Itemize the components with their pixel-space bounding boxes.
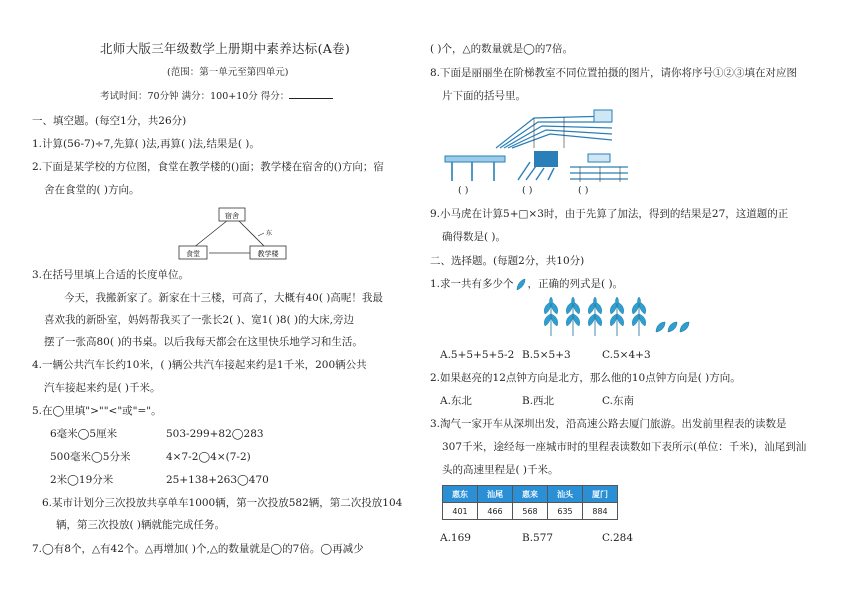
classroom-photo-1 (444, 153, 508, 183)
choice-1-option-b[interactable]: B.5×5+3 (522, 349, 571, 361)
leaf-bundle (588, 297, 602, 336)
question-6-line1: 6.某市计划分三次投放共享单车1000辆，第一次投放582辆，第二次投放104 (42, 497, 403, 509)
question-8-line1: 8.下面是丽丽坐在阶梯教室不同位置拍摄的图片，请你将序号①②③填在对应图 (430, 67, 798, 79)
question-5: 5.在◯里填">""<"或"="。 (32, 405, 162, 417)
compare-item: 4×7-2◯4×(7-2) (166, 451, 251, 463)
question-3-line2: 喜欢我的新卧室，妈妈帮我买了一张长2( )、宽1( )8( )的大床,旁边 (44, 314, 354, 326)
odometer-table (442, 485, 618, 520)
section-fill-blank: 一、填空题。(每空1分，共26分) (32, 115, 187, 127)
table-header-cell: 惠东 (443, 486, 478, 503)
question-9-line1: 9.小马虎在计算5+□×3时，由于先算了加法，得到的结果是27，这道题的正 (430, 208, 789, 220)
leaf-bundle (544, 297, 558, 336)
map-label-east: 东 (266, 230, 273, 237)
single-leaf (668, 322, 677, 332)
compare-item: 500毫米◯5分米 (50, 451, 131, 463)
choice-3-option-c[interactable]: C.284 (602, 532, 634, 544)
choice-1-option-c[interactable]: C.5×4+3 (602, 349, 651, 361)
choice-2-option-b[interactable]: B.西北 (522, 395, 555, 407)
exam-info-text: 考试时间：70分钟 满分：100+10分 得分： (100, 91, 290, 102)
question-3: 3.在括号里填上合适的长度单位。 (32, 269, 190, 281)
page-title: 北师大版三年级数学上册期中素养达标(A卷) (100, 41, 351, 56)
choice-3-option-b[interactable]: B.577 (522, 532, 554, 544)
question-1: 1.计算(56-7)÷7,先算( )法,再算( )法,结果是( )。 (32, 138, 260, 150)
choice-1-option-a[interactable]: A.5+5+5+5-2 (440, 349, 515, 361)
choice-1-end: ，正确的列式是( )。 (527, 278, 624, 290)
map-label-teaching: 教学楼 (257, 250, 279, 258)
exam-scope: (范围：第一单元至第四单元) (167, 67, 289, 78)
question-6-line2: 辆，第三次投放( )辆就能完成任务。 (56, 519, 226, 531)
choice-3-line3: 头的高速里程是( )千米。 (442, 464, 559, 476)
leaf-bundle (610, 297, 624, 336)
question-7-line2: ( )个，△的数量就是◯的7倍。 (430, 43, 574, 55)
table-cell: 884 (583, 503, 618, 520)
map-label-dorm: 宿舍 (225, 212, 239, 220)
question-7-line1: 7.◯有8个，△有42个。△再增加( )个,△的数量就是◯的7倍。◯再减少 (32, 543, 364, 555)
photo-answer-blank-2[interactable]: ( ) (522, 185, 533, 196)
leaf-icon (515, 278, 527, 291)
photo-answer-blank-3[interactable]: ( ) (578, 185, 589, 196)
score-blank[interactable] (289, 88, 333, 99)
table-cell: 635 (548, 503, 583, 520)
choice-3-line1: 3.淘气一家开车从深圳出发，沿高速公路去厦门旅游。出发前里程表的读数是 (430, 418, 787, 430)
leaf-bundle (566, 297, 580, 336)
single-leaf (656, 322, 665, 332)
exam-info (100, 88, 333, 104)
choice-1 (430, 277, 623, 291)
choice-2-option-a[interactable]: A.东北 (440, 395, 472, 407)
section-choice: 二、选择题。(每题2分，共10分) (430, 255, 585, 267)
photo-answer-blank-1[interactable]: ( ) (458, 185, 469, 196)
compare-item: 2米◯19分米 (50, 474, 114, 486)
compare-item: 503-299+82◯283 (166, 428, 264, 440)
table-header-cell: 厦门 (583, 486, 618, 503)
campus-direction-map (172, 203, 292, 263)
map-label-canteen: 食堂 (186, 250, 200, 258)
classroom-photo-2 (514, 150, 564, 183)
table-header-cell: 汕头 (548, 486, 583, 503)
table-cell: 466 (478, 503, 513, 520)
question-3-line1: 今天，我搬新家了。新家在十三楼，可高了，大概有40( )高呢！我最 (64, 292, 383, 304)
question-9-line2: 确得数是( )。 (442, 231, 507, 243)
question-4-line1: 4.一辆公共汽车长约10米，( )辆公共汽车接起来约是1千米，200辆公共 (32, 359, 367, 371)
choice-3-option-a[interactable]: A.169 (440, 532, 471, 544)
classroom-photo-overview (494, 108, 619, 150)
compare-item: 25+138+263◯470 (166, 474, 269, 486)
question-8-line2: 片下面的括号里。 (442, 90, 526, 102)
choice-3-line2: 307千米，途经每一座城市时的里程表读数如下表所示(单位：千米)，汕尾到汕 (442, 441, 807, 453)
odometer-table-header (443, 486, 618, 503)
table-cell: 401 (443, 503, 478, 520)
question-2-line2: 舍在食堂的( )方向。 (44, 184, 140, 196)
leaf-bundles-figure (540, 296, 700, 340)
single-leaf (680, 322, 689, 332)
choice-2: 2.如果赵亮的12点钟方向是北方，那么他的10点钟方向是( )方向。 (430, 372, 741, 384)
table-header-cell: 汕尾 (478, 486, 513, 503)
classroom-photo-3 (570, 153, 630, 183)
table-header-cell: 惠来 (513, 486, 548, 503)
choice-1-text: 1.求一共有多少个 (430, 278, 514, 290)
leaf-bundle (632, 297, 646, 336)
odometer-table-row (443, 503, 618, 520)
question-2-line1: 2.下面是某学校的方位图，食堂在教学楼的()面；教学楼在宿舍的()方向；宿 (32, 161, 384, 173)
table-cell: 568 (513, 503, 548, 520)
compare-item: 6毫米◯5厘米 (50, 428, 118, 440)
choice-2-option-c[interactable]: C.东南 (602, 395, 634, 407)
question-4-line2: 汽车接起来约是( )千米。 (44, 382, 161, 394)
question-3-line3: 摆了一张高80( )的书桌。以后我每天都会在这里快乐地学习和生活。 (44, 336, 363, 348)
